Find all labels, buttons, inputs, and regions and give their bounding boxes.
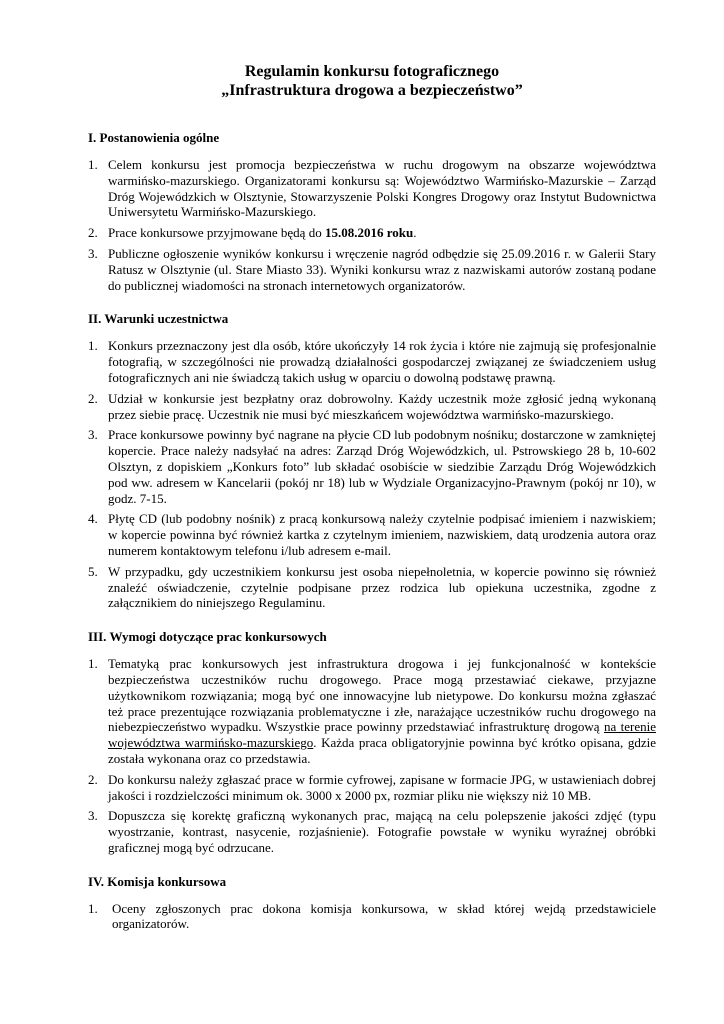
list-item (88, 391, 656, 423)
item-text: Płytę CD (lub podobny nośnik) z pracą konkursową należy czytelnie podpisać imieniem i nazwiskiem; w kopercie powinna być również kartka z czytelnym imieniem, nazwiskiem, datą urodzenia autora oraz numerem kontaktowym telefonu i/lub adresem e-mail. (108, 511, 656, 558)
item-number: 3. (88, 808, 98, 824)
item-text: Konkurs przeznaczony jest dla osób, które ukończyły 14 rok życia i które nie zajmują się profesjonalnie fotografią, w szczególności nie prowadzą działalności gospodarczej związanej ze świadczeniem usług fotograficznych ani nie świadczą takich usług w oparciu o dowolną podstawę prawną. (108, 338, 656, 385)
section-3-list (88, 656, 656, 856)
list-item (88, 901, 656, 933)
list-item (88, 427, 656, 506)
item-text: Publiczne ogłoszenie wyników konkursu i wręczenie nagród odbędzie się 25.09.2016 r. w Galerii Stary Ratusz w Olsztynie (ul. Stare Miasto 33). Wyniki konkursu wraz z nazwiskami autorów zostaną podane do publicznej wiadomości na stronach internetowych organizatorów. (108, 245, 656, 293)
item-number: 2. (88, 771, 98, 787)
item-number: 1. (88, 338, 98, 354)
list-item (88, 656, 656, 767)
item-text: Oceny zgłoszonych prac dokona komisja konkursowa, w skład której wejdą przedstawiciele organizatorów. (112, 900, 656, 932)
item-number: 1. (88, 157, 98, 172)
item-text: Dopuszcza się korektę graficzną wykonanych prac, mającą na celu polepszenie jakości zdjęć (typu wyostrzanie, kontrast, nasycenie, rozjaśnienie). Fotografie powstałe w wyniku wyraźnej obróbki graficznej mogą być odrzucane. (108, 808, 656, 855)
section-4-list (88, 901, 656, 933)
list-item (88, 511, 656, 558)
list-item (88, 157, 656, 220)
section-heading-3: III. Wymogi dotyczące prac konkursowych (88, 629, 327, 645)
item-text: Prace konkursowe przyjmowane będą do (108, 225, 325, 241)
section-heading-2: II. Warunki uczestnictwa (88, 311, 229, 327)
list-item (88, 808, 656, 855)
item-text: Celem konkursu jest promocja bezpieczeństwa w ruchu drogowym na obszarze województwa warmińsko-mazurskiego. Organizatorami konkursu są: Województwo Warmińsko-Mazurskie – Zarząd Dróg Wojewódzkich w Olsztynie, Stowarzyszenie Polski Kongres Drogowy oraz Instytut Budownictwa Uniwersytetu Warmińsko-Mazurskiego. (108, 157, 656, 220)
item-text: Do konkursu należy zgłaszać prace w formie cyfrowej, zapisane w formacie JPG, w ustawieniach dobrej jakości i rozdzielczości minimum ok. 3000 x 2000 px, rozmiar pliku nie większy niż 10 MB. (108, 771, 656, 803)
deadline-date: 15.08.2016 roku (324, 225, 414, 241)
title-line-1: Regulamin konkursu fotograficznego (244, 63, 500, 80)
list-item (88, 246, 656, 293)
item-number: 3. (88, 245, 98, 261)
list-item (88, 772, 656, 804)
section-2-list (88, 338, 656, 611)
section-heading-1: I. Postanowienia ogólne (88, 130, 220, 145)
item-number: 3. (88, 427, 98, 443)
item-text-end: . Każda praca obligatoryjnie powinna być krótko opisana, gdzie została wykonana oraz co przedstawia. (108, 735, 656, 766)
list-item (88, 225, 656, 241)
item-number: 1. (88, 900, 98, 916)
list-item (88, 338, 656, 385)
item-number: 2. (88, 225, 98, 241)
item-text: Prace konkursowe powinny być nagrane na płycie CD lub podobnym nośniku; dostarczone w zamkniętej kopercie. Prace należy nadsyłać na adres: Zarząd Dróg Wojewódzkich, ul. Pstrowskiego 28 b, 10-602 Olsztyn, z dopiskiem „Konkurs foto” lub składać osobiście w siedzibie Zarządu Dróg Wojewódzkich pod ww. adresem w Kancelarii (pokój nr 18) lub w Wydziale Organizacyjno-Prawnym (pokój nr 10), w godz. 7-15. (108, 427, 656, 506)
list-item (88, 564, 656, 611)
section-1-list (88, 157, 656, 293)
region-underlined-text: na terenie województwa warmińsko-mazurskiego (108, 719, 656, 751)
item-number: 1. (88, 656, 98, 672)
title-line-2: „Infrastruktura drogowa a bezpieczeństwo” (221, 82, 523, 99)
item-text: Udział w konkursie jest bezpłatny oraz dobrowolny. Każdy uczestnik może zgłosić jedną wykonaną przez siebie pracę. Uczestnik nie musi być mieszkańcem województwa warmińsko-mazurskiego. (108, 390, 656, 422)
item-number: 5. (88, 563, 98, 579)
section-heading-4: IV. Komisja konkursowa (88, 873, 227, 889)
item-text: Tematyką prac konkursowych jest infrastruktura drogowa i jej funkcjonalność w kontekście bezpieczeństwa uczestników ruchu drogowego. Prace mogą przestawiać ciekawe, przyjazne użytkownikom rozwiązania; mogą być one innowacyjne lub nietypowe. Do konkursu można zgłaszać też prace prezentujące rozwiązania problematyczne i złe, narażające uczestników ruchu drogowego na niebezpieczeństwo wypadku. Wszystkie prace powinny przedstawiać infrastrukturę drogową (108, 656, 656, 735)
item-number: 2. (88, 390, 98, 406)
item-text-end: . (413, 225, 417, 241)
document-page (88, 62, 656, 932)
item-number: 4. (88, 511, 98, 527)
item-text: W przypadku, gdy uczestnikiem konkursu jest osoba niepełnoletnia, w kopercie powinno się również znaleźć oświadczenie, czytelnie podpisane przez rodzica lub opiekuna uczestnika, zgodne z załącznikiem do niniejszego Regulaminu. (108, 563, 656, 611)
document-title (88, 62, 656, 100)
